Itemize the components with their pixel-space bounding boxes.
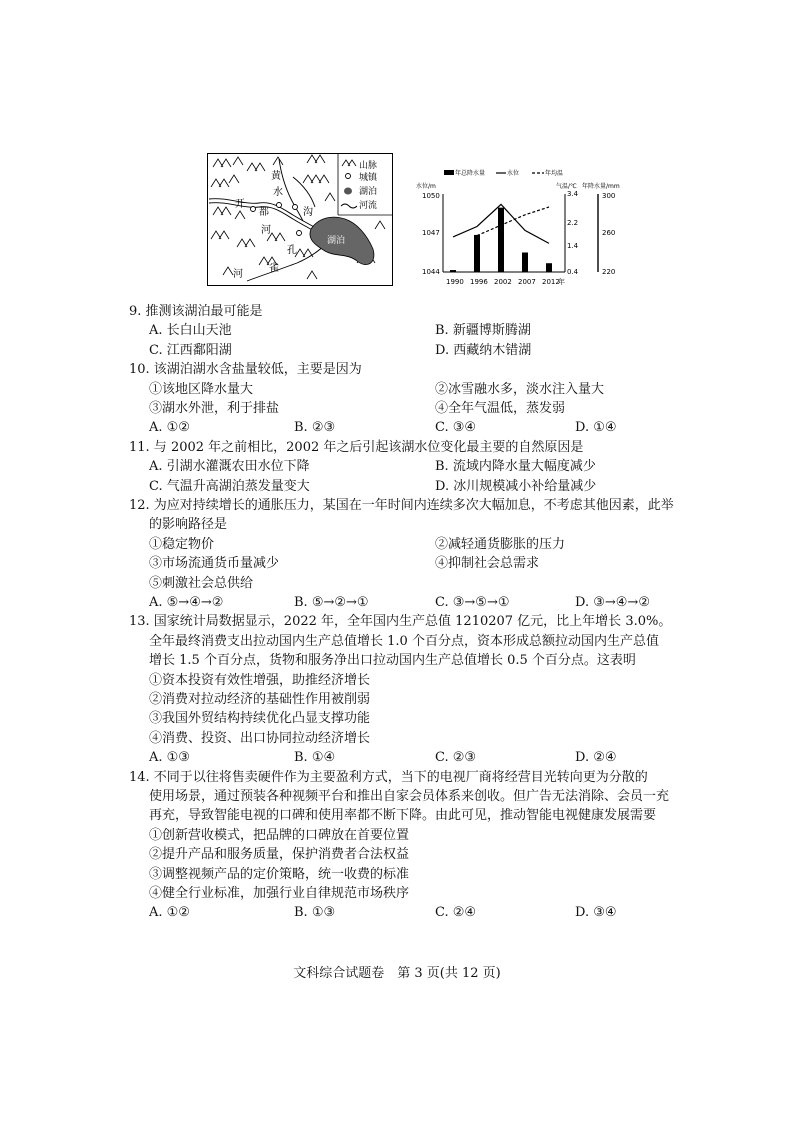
question-stem: 14. 不同于以往将售卖硬件作为主要盈利方式，当下的电视厂商将经营目光转向更为分散的 [129, 769, 648, 785]
x-unit: 年 [558, 278, 565, 286]
answer-option: A. ⑤→④→② [149, 595, 224, 610]
right-tick-300: 300 [602, 192, 616, 200]
x-tick-1990: 1990 [446, 278, 464, 286]
legend-river: 河流 [359, 201, 378, 211]
legend-town: 城镇 [359, 173, 378, 183]
answer-option: A. 引湖水灌溉农田水位下降 [149, 459, 310, 475]
map-label-kong: 孔 [287, 245, 297, 256]
question-stem: 12. 为应对持续增长的通胀压力，某国在一年时间内连续多次大幅加息，不考虑其他因素，此举 [129, 498, 674, 513]
question-stem: 11. 与 2002 年之前相比，2002 年之后引起该湖水位变化最主要的自然原因是 [129, 439, 584, 455]
right-axis-title: 年降水量/mm [582, 183, 620, 190]
map-label-du: 都 [259, 207, 269, 218]
legend-lake: 湖泊 [359, 187, 378, 197]
answer-option: D. ③→④→② [575, 595, 650, 610]
question-stem: 10. 该湖泊湖水含盐量较低，主要是因为 [129, 362, 362, 378]
x-tick-1996: 1996 [470, 278, 488, 286]
answer-option: A. 长白山天池 [149, 323, 232, 339]
answer-option: C. ②④ [435, 905, 477, 921]
right-tick-260: 260 [602, 229, 616, 237]
answer-option: B. ①④ [294, 750, 336, 766]
answer-option: B. 新疆博斯腾湖 [435, 323, 531, 339]
temperature-line [477, 207, 549, 236]
answer-option: C. ②③ [435, 750, 477, 766]
answer-option: B. 流域内降水量大幅度减少 [435, 459, 596, 475]
answer-option: B. ⑤→②→① [294, 595, 369, 610]
precip-bar-1996 [474, 235, 480, 272]
statement-item: ④全年气温低，蒸发弱 [435, 401, 566, 416]
statement-item: ③我国外贸结构持续优化凸显支撑功能 [149, 711, 371, 727]
legend-precip: 年总降水量 [455, 170, 486, 177]
answer-option: C. ③→⑤→① [435, 595, 510, 610]
question-stem: 13. 国家统计局数据显示，2022 年，全年国内生产总值 1210207 亿元，比上年增长 3.0%。 [129, 614, 672, 630]
statement-item: ④抑制社会总需求 [435, 556, 540, 572]
answer-option: A. ①② [149, 905, 190, 921]
left-tick-1044: 1044 [422, 268, 440, 276]
x-tick-2012: 2012 [542, 278, 560, 286]
precip-bar-1990 [450, 270, 456, 272]
map-label-lake: 湖泊 [327, 236, 346, 246]
left-axis-title: 水位/m [416, 183, 436, 190]
answer-option: B. ②③ [294, 420, 336, 436]
question-stem: 9. 推测该湖泊最可能是 [129, 304, 263, 319]
statement-item: ④健全行业标准，加强行业自律规范市场秩序 [149, 886, 410, 901]
answer-option: D. 冰川规模减小补给量减少 [435, 478, 597, 494]
lake-region-map [207, 153, 393, 286]
map-label-gou: 沟 [303, 207, 313, 218]
statement-item: ②冰雪融水多，淡水注入量大 [435, 381, 605, 397]
mid-tick-2.2: 2.2 [567, 219, 579, 227]
right-tick-220: 220 [602, 268, 616, 276]
map-label-he1: 河 [261, 225, 271, 236]
legend-level: 水位 [507, 170, 520, 177]
answer-option: D. ①④ [575, 420, 617, 436]
answer-option: B. ①③ [294, 905, 336, 921]
legend-temp: 年均温 [545, 170, 564, 177]
precip-bar-2007 [522, 253, 528, 273]
map-label-he2: 河 [233, 269, 243, 280]
answer-option: D. ②④ [575, 750, 617, 766]
question-stem: 使用场景，通过预装各种视频平台和推出自家会员体系来创收。但广告无法消除、会员一充 [149, 789, 670, 804]
statement-item: ③湖水外泄，利于排盐 [149, 401, 280, 416]
legend-bar-swatch [444, 170, 454, 175]
statement-item: ①资本投资有效性增强，助推经济增长 [149, 672, 371, 688]
x-tick-2007: 2007 [518, 278, 536, 286]
map-label-yellow: 黄 [271, 171, 281, 182]
answer-option: C. 气温升高湖泊蒸发量变大 [149, 478, 310, 494]
statement-item: ②减轻通货膨胀的压力 [435, 536, 566, 552]
left-tick-1050: 1050 [422, 192, 440, 200]
statement-item: ①创新营收模式，把品牌的口碑放在首要位置 [149, 827, 410, 843]
statement-item: ④消费、投资、出口协同拉动经济增长 [149, 730, 371, 746]
question-stem: 增长 1.5 个百分点，货物和服务净出口拉动国内生产总值增长 0.5 个百分点。这表明 [149, 653, 636, 669]
mid-axis-title: 气温/℃ [556, 183, 577, 190]
left-tick-1047: 1047 [422, 229, 440, 237]
page-footer: 文科综合试题卷 第 3 页(共 12 页) [293, 966, 501, 981]
precip-bar-2002 [498, 208, 504, 272]
answer-option: C. 江西鄱阳湖 [149, 342, 232, 358]
answer-option: C. ③④ [435, 420, 477, 436]
answer-option: D. 西藏纳木错湖 [435, 342, 532, 358]
legend-mountain: 山脉 [359, 161, 378, 171]
x-tick-2002: 2002 [494, 278, 512, 286]
statement-item: ⑤刺激社会总供给 [149, 575, 254, 591]
lake-climate-chart [410, 158, 620, 290]
mid-tick-3.4: 3.4 [567, 190, 579, 198]
map-label-que: 雀 [269, 263, 279, 274]
mid-tick-1.4: 1.4 [567, 242, 579, 250]
statement-item: ①该地区降水量大 [149, 381, 254, 397]
statement-item: ③市场流通货币量减少 [149, 556, 280, 572]
answer-option: D. ③④ [575, 905, 617, 921]
answer-option: A. ①② [149, 420, 190, 436]
precip-bar-2012 [546, 263, 552, 272]
question-stem: 全年最终消费支出拉动国内生产总值增长 1.0 个百分点，资本形成总额拉动国内生产总值 [149, 633, 659, 649]
question-stem: 的影响路径是 [149, 517, 228, 533]
question-stem: 再充，导致智能电视的口碑和使用率都不断下降。由此可见，推动智能电视健康发展需要 [149, 808, 657, 824]
statement-item: ②消费对拉动经济的基础性作用被削弱 [149, 692, 371, 707]
statement-item: ①稳定物价 [149, 536, 215, 552]
map-label-kai: 开 [235, 199, 245, 210]
answer-option: A. ①③ [149, 750, 190, 766]
statement-item: ②提升产品和服务质量，保护消费者合法权益 [149, 847, 410, 863]
mid-tick-0.4: 0.4 [567, 268, 579, 276]
statement-item: ③调整视频产品的定价策略，统一收费的标准 [149, 866, 410, 882]
map-label-water: 水 [273, 187, 283, 198]
